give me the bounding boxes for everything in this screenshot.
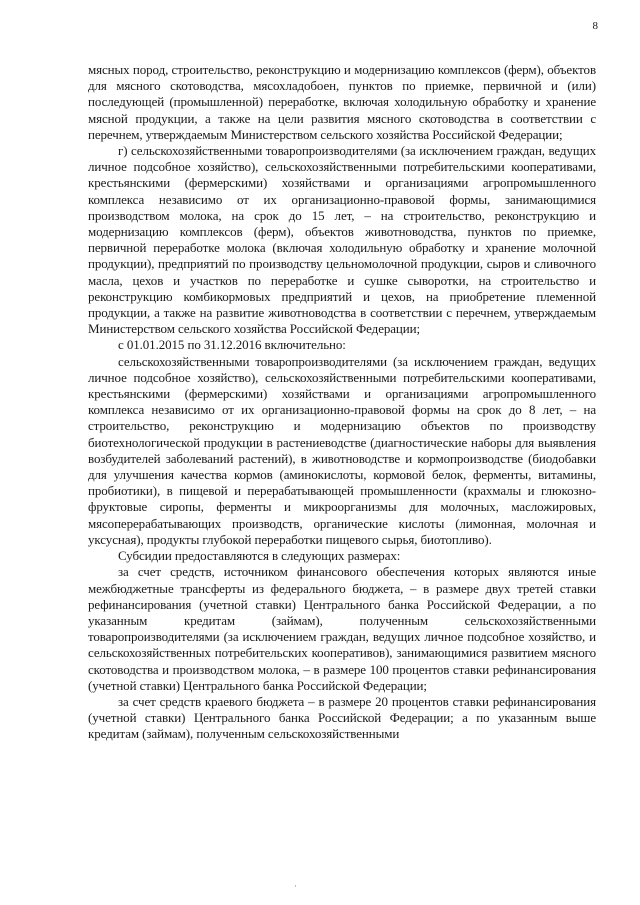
page-number: 8 [592, 20, 598, 32]
paragraph-item-g: г) сельскохозяйственными товаропроизводителями (за исключением граждан, ведущих личное подсобное хозяйство), сельскохозяйственными потребительскими кооперативами, крестьянскими (фермерскими) хозяйствами и организациями агропромышленного комплекса независимо от их организационно-правовой формы, занимающимися производством молока, на срок до 15 лет, – на строительство, реконструкцию и модернизацию комплексов (ферм), объектов животноводства, пунктов по приемке, первичной переработке молока (включая холодильную обработку и хранение молочной продукции), предприятий по производству цельномолочной продукции, сыров и сливочного масла, цехов и участков по переработке и сушке сыворотки, на строительство и реконструкцию комбикормовых предприятий и цехов, на приобретение племенной продукции, а также на развитие животноводства в соответствии с перечнем, утверждаемым Министерством сельского хозяйства Российской Федерации; [88, 143, 596, 337]
paragraph-continuation: мясных пород, строительство, реконструкцию и модернизацию комплексов (ферм), объектов для мясного скотоводства, мясохладобоен, пунктов по приемке, первичной и (или) последующей (промышленной) переработке, включая холодильную обработку и хранение мясной продукции, а также на цели развития мясного скотоводства в соответствии с перечнем, утверждаемым Министерством сельского хозяйства Российской Федерации; [88, 62, 596, 142]
paragraph-federal-funds: за счет средств, источником финансового обеспечения которых являются иные межбюджетные трансферты из федерального бюджета, – в размере двух третей ставки рефинансирования (учетной ставки) Центрального банка Российской Федерации, а по указанным кредитам (займам), полученным сельскохозяйственными товаропроизводителями (за исключением граждан, ведущих личное подсобное хозяйство, и сельскохозяйственных потребительских кооперативов), занимающимися развитием мясного скотоводства и производством молока, – в размере 100 процентов ставки рефинансирования (учетной ставки) Центрального банка Российской Федерации; [88, 564, 596, 693]
document-body [88, 62, 596, 743]
paragraph-subsidy-sizes: Субсидии предоставляются в следующих размерах: [118, 548, 401, 564]
scan-artifact-dot: · [294, 881, 297, 891]
paragraph-period: с 01.01.2015 по 31.12.2016 включительно: [118, 337, 346, 353]
paragraph-regional-funds: за счет средств краевого бюджета – в размере 20 процентов ставки рефинансирования (учетной ставки) Центрального банка Российской Федерации; а по указанным выше кредитам (займам), полученным сельскохозяйственными [88, 693, 596, 742]
paragraph-biotech: сельскохозяйственными товаропроизводителями (за исключением граждан, ведущих личное подсобное хозяйство), сельскохозяйственными потребительскими кооперативами, крестьянскими (фермерскими) хозяйствами и организациями агропромышленного комплекса независимо от их организационно-правовой формы на срок до 8 лет, – на строительство, реконструкцию и модернизацию объектов по производству биотехнологической продукции в растениеводстве (диагностические наборы для выявления возбудителей заболеваний растений), в животноводстве и кормопроизводстве (биодобавки для улучшения качества кормов (аминокислоты, кормовой белок, ферменты, витамины, пробиотики), в пищевой и перерабатывающей промышленности (крахмалы и глюкозно-фруктовые сиропы, ферменты и микроорганизмы для молочных, масложировых, мясоперерабатывающих производств, органические кислоты (лимонная, молочная и уксусная), продукты глубокой переработки пищевого сырья, биотопливо). [88, 353, 596, 547]
